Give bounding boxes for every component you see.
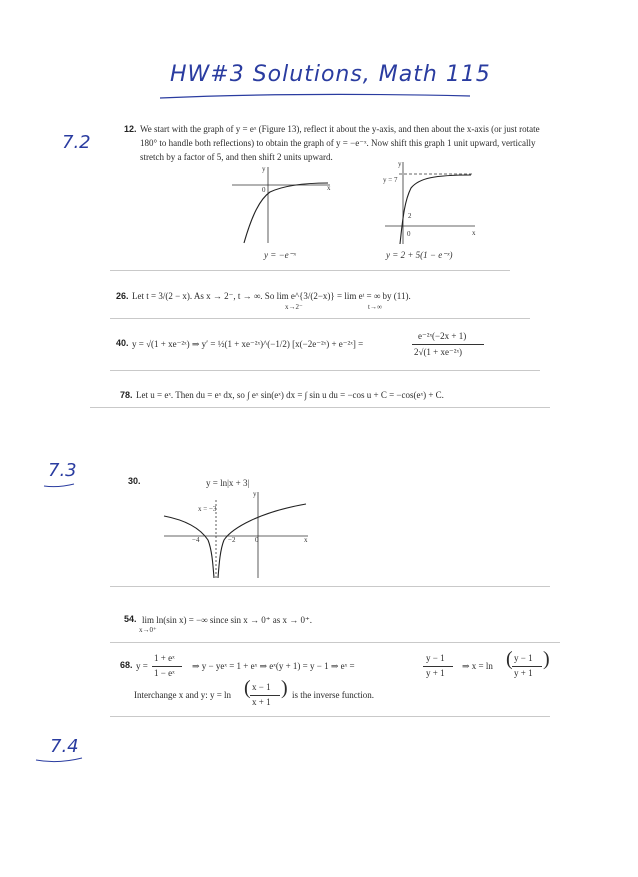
- graph1-axis-y: y: [262, 165, 266, 173]
- curve: [244, 183, 328, 243]
- divider: [110, 586, 550, 587]
- graph2-caption: y = 2 + 5(1 − e⁻ˣ): [386, 250, 453, 260]
- graph1-origin: 0: [262, 186, 266, 194]
- graph1-axis-x: x: [327, 184, 331, 192]
- problem-54-text: lim ln(sin x) = −∞ since sin x → 0⁺ as x → 0⁺.: [142, 615, 313, 625]
- problem-54-number: 54.: [124, 614, 137, 624]
- divider: [110, 370, 540, 371]
- problem-68-paren2-open: (: [244, 677, 251, 699]
- problem-68-arrow-x: ⇒ x = ln: [462, 661, 493, 671]
- graph2-asymptote-label: y = 7: [383, 176, 398, 184]
- problem-68-frac1-num: 1 + eˣ: [154, 653, 175, 663]
- problem-68-number: 68.: [120, 660, 133, 670]
- problem-68-frac2-num: y − 1: [426, 653, 445, 663]
- problem-12-number: 12.: [124, 124, 137, 134]
- graph30-axis-y: y: [253, 490, 257, 498]
- problem-12-line3: stretch by a factor of 5, and then shift 2 units upward.: [140, 152, 333, 162]
- problem-12-line1: We start with the graph of y = eˣ (Figure 13), reflect it about the y-axis, and then about the x-axis (or just rotate: [140, 124, 540, 134]
- problem-30-number: 30.: [128, 476, 141, 486]
- divider: [110, 716, 550, 717]
- problem-68-paren-open: (: [506, 648, 513, 670]
- problem-40-fraction-bar: [412, 344, 484, 345]
- problem-12-line2: 180° to handle both reflections) to obtain the graph of y = −e⁻ˣ. Now shift this graph 1 unit upward, vertically: [140, 138, 536, 148]
- graph2-origin: 0: [407, 230, 411, 238]
- problem-68-frac1-den: 1 − eˣ: [154, 668, 175, 678]
- problem-30-graph-title: y = ln|x + 3|: [206, 478, 250, 488]
- problem-78-number: 78.: [120, 390, 133, 400]
- graph2-axis-y: y: [398, 160, 402, 168]
- graph30-origin: 0: [255, 536, 259, 544]
- problem-40-denominator: 2√(1 + xe⁻²ˣ): [414, 347, 463, 357]
- problem-68-frac3-num: y − 1: [514, 653, 533, 663]
- graph1-caption: y = −e⁻ˣ: [264, 250, 296, 260]
- problem-54-limit-sub: x→0⁺: [139, 626, 157, 634]
- graph30-asymptote-label: x = −3: [198, 505, 217, 513]
- graph30-tick-m4: −4: [192, 536, 200, 544]
- graph30-tick-m2: −2: [228, 536, 236, 544]
- problem-68-chain: ⇒ y − yeˣ = 1 + eˣ ⇒ eˣ(y + 1) = y − 1 ⇒ eˣ =: [192, 661, 355, 671]
- problem-26-limit-sub1: x→2⁻: [285, 303, 303, 311]
- graph30-axis-x: x: [304, 536, 308, 544]
- problem-68-line2-pre: Interchange x and y: y = ln: [134, 690, 232, 700]
- graph-neg-exp: [230, 165, 340, 245]
- problem-40-number: 40.: [116, 338, 129, 348]
- problem-68-frac4-den: x + 1: [252, 697, 271, 707]
- problem-40-text: y = √(1 + xe⁻²ˣ) ⇒ y′ = ½(1 + xe⁻²ˣ)^(−1/2) [x(−2e⁻²ˣ) + e⁻²ˣ] =: [132, 339, 364, 349]
- divider: [90, 407, 550, 408]
- problem-68-paren-close: ): [543, 648, 550, 670]
- curve-left: [164, 516, 214, 578]
- problem-68-line2-post: is the inverse function.: [292, 690, 374, 700]
- problem-40-numerator: e⁻²ˣ(−2x + 1): [418, 331, 467, 341]
- problem-68-frac2-den: y + 1: [426, 668, 445, 678]
- divider: [110, 270, 510, 271]
- divider: [110, 318, 530, 319]
- problem-26-text: Let t = 3/(2 − x). As x → 2⁻, t → ∞. So lim e^{3/(2−x)} = lim eᵗ = ∞ by (11).: [132, 291, 411, 301]
- graph-shifted-exp: [385, 160, 485, 245]
- graph2-tick-2: 2: [408, 212, 412, 220]
- problem-68-paren2-close: ): [281, 677, 288, 699]
- problem-26-limit-sub2: t→∞: [368, 303, 382, 311]
- problem-26-number: 26.: [116, 291, 129, 301]
- graph2-axis-x: x: [472, 229, 476, 237]
- section-label-7-2: 7.2: [62, 132, 91, 153]
- page-title: HW#3 Solutions, Math 115: [170, 62, 491, 87]
- problem-68-frac4-num: x − 1: [252, 682, 271, 692]
- section-label-7-4: 7.4: [50, 736, 79, 757]
- problem-68-frac3-den: y + 1: [514, 668, 533, 678]
- problem-78-text: Let u = eˣ. Then du = eˣ dx, so ∫ eˣ sin(eˣ) dx = ∫ sin u du = −cos u + C = −cos(eˣ) + C.: [136, 390, 444, 400]
- problem-68-y-eq: y =: [136, 661, 148, 671]
- divider: [110, 642, 560, 643]
- section-label-7-3: 7.3: [48, 460, 77, 481]
